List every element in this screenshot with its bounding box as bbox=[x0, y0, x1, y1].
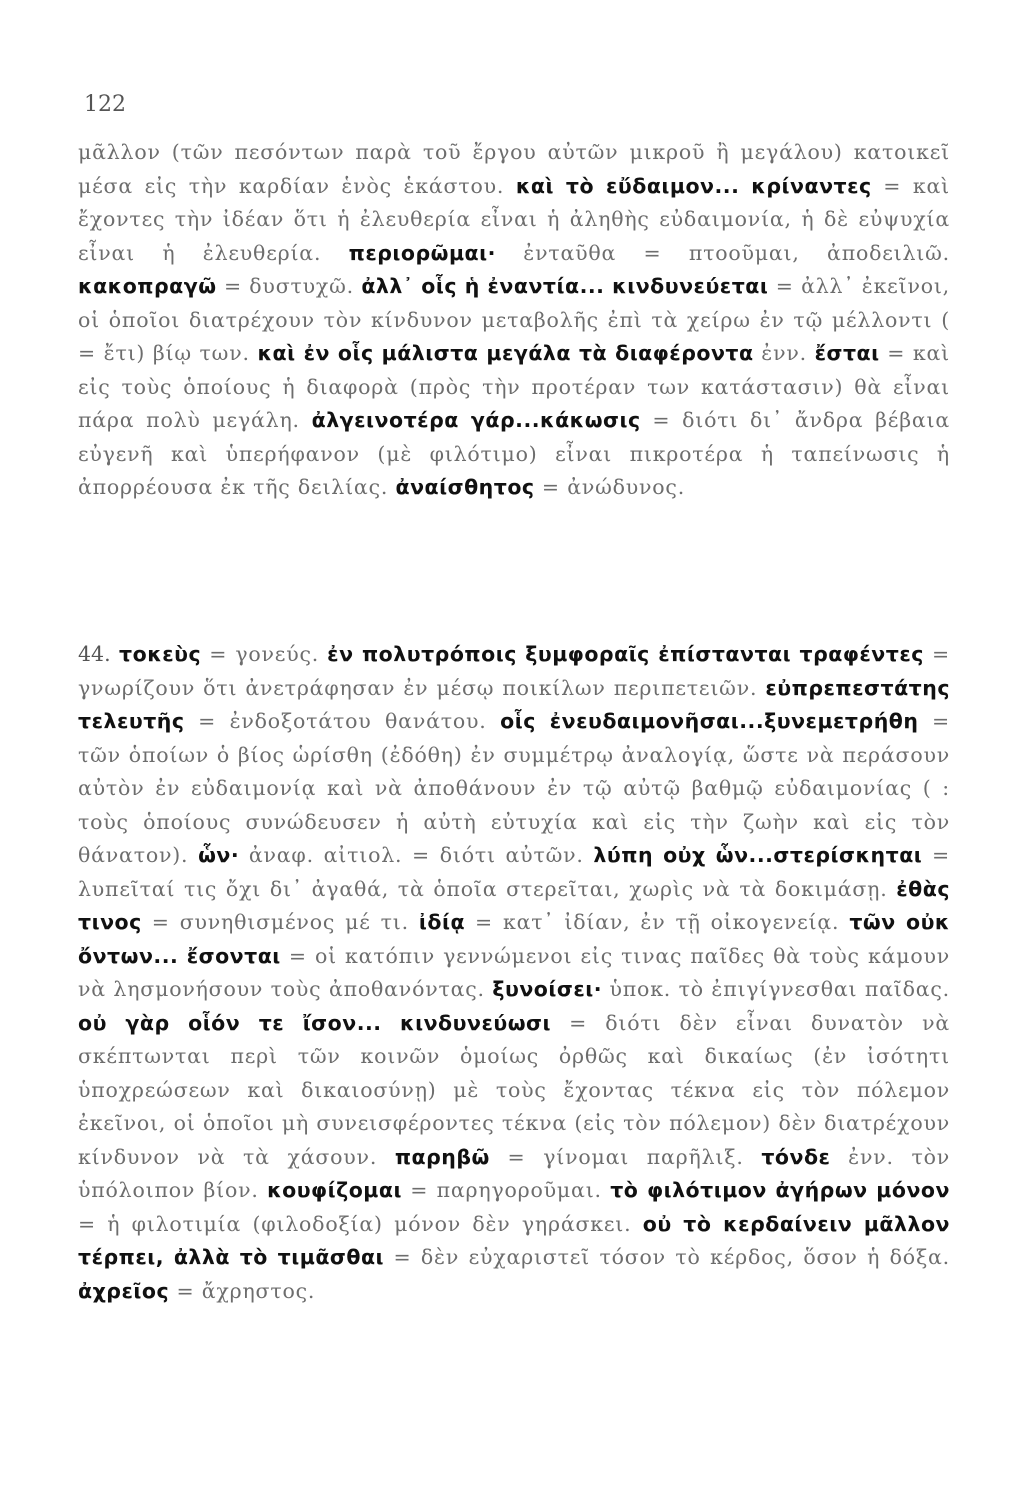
lemma-term: ἀχρεῖος bbox=[78, 1278, 170, 1303]
gloss-text: = κατ᾽ ἰδίαν, ἐν τῇ οἰκογενείᾳ. bbox=[465, 910, 850, 934]
gloss-text: = ἀνώδυνος. bbox=[534, 475, 686, 499]
lemma-term: ὧν· bbox=[198, 843, 240, 867]
gloss-text: = γνωρίζουν ὅτι ἀνετράφησαν ἐν μέσῳ ποικίλων περιπετειῶν. bbox=[78, 642, 950, 700]
page-number: 122 bbox=[84, 92, 126, 117]
gloss-text: = παρηγοροῦμαι. bbox=[401, 1178, 611, 1202]
gloss-text: = διότι δὲν εἶναι δυνατὸν νὰ σκέπτωνται περὶ τῶν κοινῶν ὁμοίως ὀρθῶς καὶ δικαίως (ἐν ἰσότητι ὑποχρεώσεων καὶ δικαιοσύνῃ) μὲ τοὺς ἔχοντας τέκνα εἰς τὸν πόλεμον ἐκεῖνοι, οἱ ὁποῖοι μὴ συνεισφέροντες τέκνα (εἰς τὸν πόλεμον) δὲν διατρέχουν κίνδυνον νὰ τὰ χάσουν. bbox=[78, 1010, 950, 1169]
lemma-term: τὸ φιλότιμον ἀγήρων μόνον bbox=[610, 1178, 950, 1202]
gloss-text: = ἀλλ᾽ ἐκεῖνοι, οἱ ὁποῖοι διατρέχουν τὸν κίνδυνον μεταβολῆς ἐπὶ τὰ χείρω ἐν τῷ μέλλοντι ( = ἔτι) βίῳ των. bbox=[78, 274, 951, 365]
gloss-text: ὑποκ. τὸ ἐπιγίγνεσθαι παῖδας. bbox=[602, 977, 950, 1001]
lemma-term: τῶν οὐκ ὄντων... ἔσονται bbox=[78, 910, 950, 968]
gloss-text: = καὶ ἔχοντες τὴν ἰδέαν ὅτι ἡ ἐλευθερία εἶναι ἡ ἀληθὴς εὐδαιμονία, ἡ δὲ εὐψυχία εἶναι ἡ ἐλευθερία. bbox=[78, 173, 950, 265]
lemma-term: καὶ ἐν οἷς μάλιστα μεγάλα τὰ διαφέροντα bbox=[257, 341, 754, 365]
commentary-paragraph-2 bbox=[78, 638, 950, 1308]
lemma-term: οἷς ἐνευδαιμονῆσαι...ξυνεμετρήθη bbox=[500, 709, 919, 733]
gloss-text: = γίνομαι παρῆλιξ. bbox=[489, 1144, 762, 1169]
gloss-text: = γονεύς. bbox=[201, 642, 328, 666]
lemma-term: τοκεὺς bbox=[110, 642, 202, 666]
lemma-term: κακοπραγῶ bbox=[78, 274, 217, 298]
gloss-text: = ἄχρηστος. bbox=[169, 1278, 316, 1303]
commentary-paragraph-1 bbox=[78, 136, 950, 505]
lemma-term: ἀλλ᾽ οἷς ἡ ἐναντία... κινδυνεύεται bbox=[361, 274, 769, 298]
lemma-term: εὐπρεπεστάτης τελευτῆς bbox=[78, 675, 950, 733]
lemma-term: περιορῶμαι· bbox=[348, 240, 496, 265]
gloss-text: = δὲν εὐχαριστεῖ τόσον τὸ κέρδος, ὅσον ἡ δόξα. bbox=[384, 1245, 950, 1269]
lemma-term: λύπη οὐχ ὧν...στερίσκηται bbox=[593, 843, 923, 867]
gloss-text: ἀναφ. αἰτιολ. = διότι αὐτῶν. bbox=[239, 843, 594, 867]
lemma-term: ξυνοίσει· bbox=[492, 977, 603, 1001]
gloss-text: = συνηθισμένος μέ τι. bbox=[141, 910, 419, 934]
gloss-text: ἐνν. τὸν ὑπόλοιπον βίον. bbox=[78, 1144, 951, 1202]
gloss-text: = οἱ κατόπιν γεννώμενοι εἰς τινας παῖδες θὰ τοὺς κάμουν νὰ λησμονήσουν τοὺς ἀποθανόντας. bbox=[78, 943, 950, 1001]
lemma-term: καὶ τὸ εὔδαιμον... κρίναντες bbox=[515, 173, 872, 198]
gloss-text: = δυστυχῶ. bbox=[216, 274, 362, 298]
lemma-term: οὐ γὰρ οἷόν τε ἴσον... κινδυνεύωσι bbox=[78, 1010, 551, 1035]
gloss-text: = καὶ εἰς τοὺς ὁποίους ἡ διαφορὰ (πρὸς τὴν προτέραν των κατάστασιν) θὰ εἶναι πάρα πολὺ μεγάλη. bbox=[78, 341, 951, 432]
lemma-term: οὐ τὸ κερδαίνειν μᾶλλον τέρπει, ἀλλὰ τὸ τιμᾶσθαι bbox=[78, 1211, 950, 1269]
lemma-term: παρηβῶ bbox=[394, 1144, 490, 1169]
gloss-text: = τῶν ὁποίων ὁ βίος ὡρίσθη (ἐδόθη) ἐν συμμέτρῳ ἀναλογίᾳ, ὥστε νὰ περάσουν αὐτὸν ἐν εὐδαιμονίᾳ καὶ νὰ ἀποθάνουν ἐν τῷ αὐτῷ βαθμῷ εὐδαιμονίας ( : τοὺς ὁποίους συνώδευσεν ἡ αὐτὴ εὐτυχία καὶ εἰς τὴν ζωὴν καὶ εἰς τὸν θάνατον). bbox=[78, 709, 950, 867]
gloss-text: = λυπεῖταί τις ὄχι δι᾽ ἀγαθά, τὰ ὁποῖα στερεῖται, χωρὶς νὰ τὰ δοκιμάσῃ. bbox=[78, 843, 951, 901]
section-number: 44. bbox=[78, 642, 111, 666]
lemma-term: κουφίζομαι bbox=[267, 1178, 402, 1202]
lemma-term: ἔσται bbox=[814, 341, 880, 365]
gloss-text: = διότι δι᾽ ἄνδρα βέβαια εὐγενῆ καὶ ὑπερήφανον (μὲ φιλότιμο) εἶναι πικροτέρα ἡ ταπείνωσις ἡ ἀπορρέουσα ἐκ τῆς δειλίας. bbox=[78, 408, 950, 499]
lemma-term: ἐθὰς τινος bbox=[78, 876, 950, 934]
lemma-term: ἀναίσθητος bbox=[395, 475, 535, 499]
lemma-term: ἀλγεινοτέρα γάρ...κάκωσις bbox=[311, 408, 641, 432]
lemma-term: ἐν πολυτρόποις ξυμφοραῖς ἐπίστανται τραφέντες bbox=[327, 642, 924, 666]
gloss-text: ἐνν. bbox=[753, 341, 815, 365]
lemma-term: τόνδε bbox=[761, 1144, 831, 1169]
gloss-text: = ἐνδοξοτάτου θανάτου. bbox=[184, 709, 501, 733]
gloss-text: μᾶλλον (τῶν πεσόντων παρὰ τοῦ ἔργου αὐτῶν μικροῦ ἢ μεγάλου) κατοικεῖ μέσα εἰς τὴν καρδίαν ἑνὸς ἑκάστου. bbox=[78, 140, 950, 198]
lemma-term: ἰδίᾳ bbox=[418, 910, 466, 934]
gloss-text: ἐνταῦθα = πτοοῦμαι, ἀποδειλιῶ. bbox=[495, 240, 950, 265]
gloss-text: = ἡ φιλοτιμία (φιλοδοξία) μόνον δὲν γηράσκει. bbox=[78, 1211, 643, 1236]
